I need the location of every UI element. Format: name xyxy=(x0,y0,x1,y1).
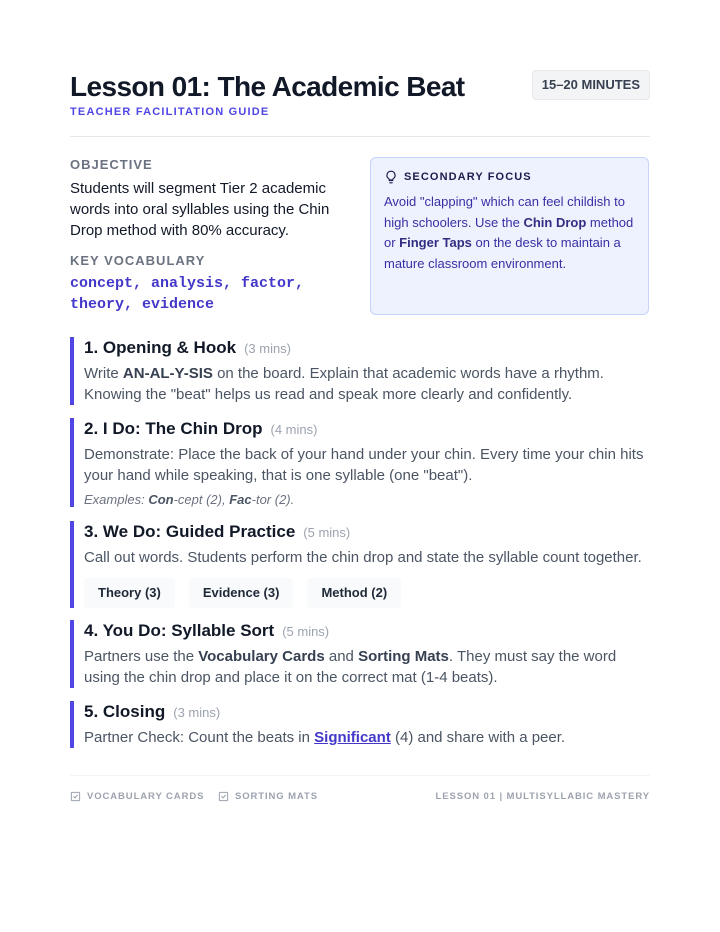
step-opening-hook xyxy=(70,337,650,405)
footer-sorting-mats xyxy=(218,791,318,802)
step-text-part: (4) and share with a peer. xyxy=(390,729,566,746)
step-title: 4. You Do: Syllable Sort xyxy=(84,621,275,640)
focus-text-part: method or xyxy=(384,214,634,250)
practice-word-chip: Evidence (3) xyxy=(189,578,294,608)
page-title: Lesson 01: The Academic Beat xyxy=(70,71,465,102)
examples-prefix: Examples: xyxy=(84,492,149,507)
step-description: Demonstrate: Place the back of your hand under your chin. Every time your chin hits your hand while speaking, that is one syllable (one "beat"). xyxy=(84,446,644,484)
step-examples xyxy=(84,492,650,507)
practice-word-chip: Theory (3) xyxy=(84,578,175,608)
secondary-focus-header xyxy=(384,170,635,184)
step-header xyxy=(84,521,650,544)
focus-text-part: Avoid "clapping" which can feel childish to high schoolers. Use the xyxy=(384,194,625,230)
secondary-focus-text xyxy=(384,192,635,274)
step-time: (3 mins) xyxy=(173,705,221,720)
page-subtitle: TEACHER FACILITATION GUIDE xyxy=(70,106,270,118)
significant-link[interactable]: Significant xyxy=(314,729,391,746)
step-time: (4 mins) xyxy=(270,422,318,437)
step-strong-word: AN-AL-Y-SIS xyxy=(122,365,213,382)
step-description xyxy=(84,646,650,688)
example-stressed-syllable: Fac xyxy=(229,492,252,507)
step-description xyxy=(84,727,650,748)
step-strong-vocabulary-cards: Vocabulary Cards xyxy=(198,648,325,665)
step-title: 1. Opening & Hook xyxy=(84,338,237,357)
step-header xyxy=(84,701,650,724)
footer-vocabulary-cards xyxy=(70,791,204,802)
step-description xyxy=(84,363,650,405)
objective-text: Students will segment Tier 2 academic words into oral syllables using the Chin Drop method with 80% accuracy. xyxy=(70,180,330,239)
step-text-part: on the board. Explain that academic words have a rhythm. Knowing the "beat" helps us read and speak more clearly and confidently. xyxy=(84,365,604,403)
step-text-part: Partner Check: Count the beats in xyxy=(84,729,315,746)
vocabulary-line: theory, evidence xyxy=(70,296,215,313)
step-text-part: . They must say the word using the chin drop and place it on the correct mat (1-4 beats). xyxy=(84,648,617,686)
vocabulary-list xyxy=(70,273,352,315)
step-you-do xyxy=(70,620,650,688)
example-rest: -cept (2), xyxy=(173,492,230,507)
practice-word-chip: Method (2) xyxy=(307,578,401,608)
step-text-part: Partners use the xyxy=(84,648,199,665)
step-title: 2. I Do: The Chin Drop xyxy=(84,419,263,438)
step-title: 5. Closing xyxy=(84,702,166,721)
objective-label: OBJECTIVE xyxy=(70,157,153,172)
step-time: (5 mins) xyxy=(303,525,351,540)
step-text-part: and xyxy=(324,648,359,665)
focus-text-part: on the desk to maintain a mature classroom environment. xyxy=(384,235,621,271)
checkbox-icon xyxy=(70,791,81,802)
footer-lesson-label: LESSON 01 | MULTISYLLABIC MASTERY xyxy=(435,791,650,802)
step-closing xyxy=(70,701,650,748)
step-strong-sorting-mats: Sorting Mats xyxy=(358,648,449,665)
focus-strong-finger-taps: Finger Taps xyxy=(399,235,472,250)
lesson-header xyxy=(70,70,650,137)
step-text-part: Write xyxy=(84,365,123,382)
lightbulb-icon xyxy=(384,170,398,184)
step-time: (3 mins) xyxy=(244,341,292,356)
footer-item-label: VOCABULARY CARDS xyxy=(87,791,205,802)
step-we-do xyxy=(70,521,650,608)
duration-badge: 15–20 MINUTES xyxy=(532,70,650,100)
step-header xyxy=(84,337,650,360)
secondary-focus-label: SECONDARY FOCUS xyxy=(404,171,532,183)
step-header xyxy=(84,418,650,441)
objective-section xyxy=(70,157,352,315)
example-rest: -tor (2). xyxy=(251,492,295,507)
step-description: Call out words. Students perform the chin drop and state the syllable count together. xyxy=(84,549,642,566)
step-title: 3. We Do: Guided Practice xyxy=(84,522,296,541)
footer-item-label: SORTING MATS xyxy=(235,791,318,802)
checkbox-icon xyxy=(218,791,229,802)
practice-word-chips xyxy=(84,578,650,608)
vocabulary-line: concept, analysis, factor, xyxy=(70,275,305,292)
focus-strong-chin-drop: Chin Drop xyxy=(523,214,587,230)
page-footer xyxy=(70,775,650,820)
example-stressed-syllable: Con xyxy=(148,492,174,507)
step-header xyxy=(84,620,650,643)
step-i-do xyxy=(70,418,650,507)
step-time: (5 mins) xyxy=(282,624,330,639)
vocabulary-label: KEY VOCABULARY xyxy=(70,253,206,268)
secondary-focus-callout xyxy=(370,157,649,315)
